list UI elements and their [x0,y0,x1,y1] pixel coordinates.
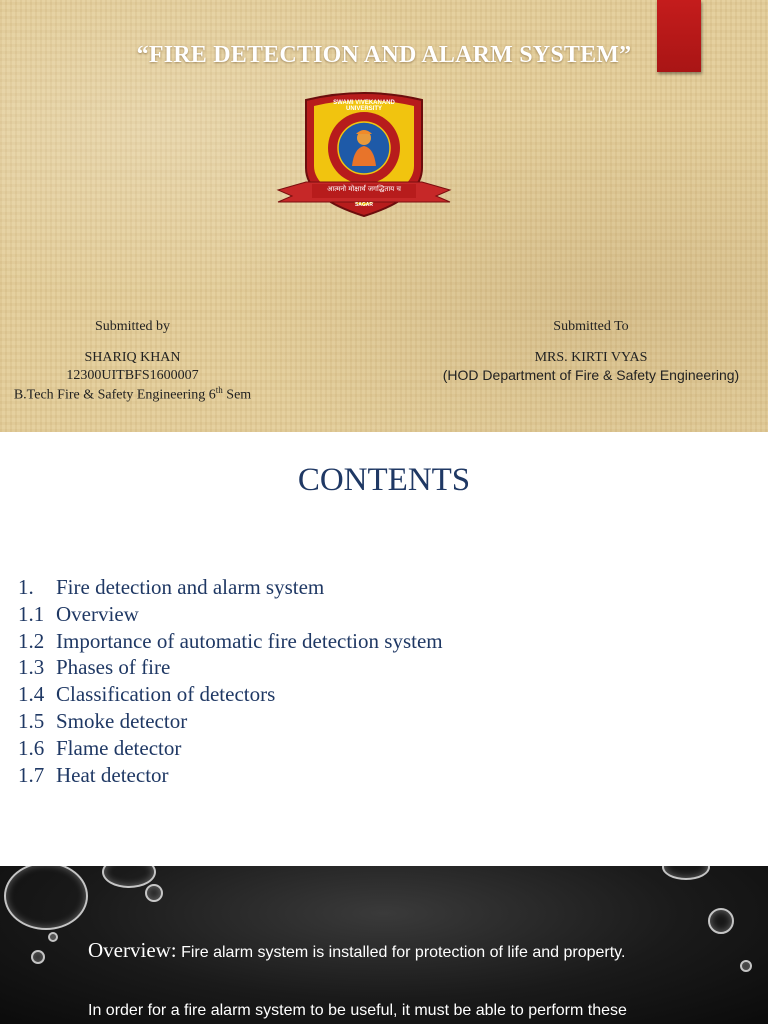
logo-text-layer [276,90,452,218]
toc-text: Phases of fire [56,655,171,680]
submitted-to-label: Submitted To [553,319,629,334]
student-name: SHARIQ KHAN [84,350,181,365]
student-course [0,385,265,404]
toc-item [18,735,443,762]
overview-paragraph: In order for a fire alarm system to be useful, it must be able to perform these [88,1002,627,1019]
toc-item [18,681,443,708]
toc-text: Fire detection and alarm system [56,575,325,599]
overview-slide [0,866,768,1024]
toc-text: Smoke detector [56,708,188,733]
toc-text: Classification of detectors [56,682,276,707]
submitted-by-label: Submitted by [94,319,171,334]
overview-heading: Overview: [88,938,177,962]
logo-city-text: SAGAR [354,202,374,208]
contents-slide [0,432,768,866]
toc-item [18,628,443,655]
bubble-decoration [4,866,88,930]
toc-number: 1. [18,575,34,599]
logo-arc-text: SWAMI VIVEKANAND UNIVERSITY [333,100,395,112]
overview-line [88,938,625,963]
logo-banner-text: आत्मनो मोक्षार्थं जगद्धिताय च [327,185,401,193]
table-of-contents [18,574,443,788]
guide-name: MRS. KIRTI VYAS [534,350,648,365]
student-roll: 12300UITBFS1600007 [66,368,199,383]
toc-number: 1.5 [18,708,45,733]
toc-item [18,654,443,681]
slide-title: “FIRE DETECTION AND ALARM SYSTEM” [136,42,632,68]
course-sup: th [215,385,223,395]
bubble-decoration [31,950,45,964]
toc-number: 1.7 [18,762,45,787]
toc-item [18,762,443,789]
toc-text: Flame detector [56,735,182,760]
bubble-decoration [662,866,710,880]
bubble-decoration [708,908,734,934]
toc-item [18,708,443,735]
title-slide [0,0,768,432]
toc-text: Heat detector [56,762,169,787]
toc-number: 1.6 [18,735,45,760]
toc-number: 1.4 [18,682,45,707]
course-text: B.Tech Fire & Safety Engineering 6 [13,387,216,403]
toc-number: 1.3 [18,655,45,680]
overview-text: Fire alarm system is installed for protection of life and property. [176,944,626,961]
bubble-decoration [740,960,752,972]
toc-text: Importance of automatic fire detection system [56,628,443,653]
contents-heading: CONTENTS [297,462,471,498]
toc-number: 1.2 [18,628,45,653]
guide-designation: (HOD Department of Fire & Safety Engineering) [442,367,740,383]
toc-item [18,601,443,628]
course-suffix: Sem [222,387,252,403]
toc-number: 1.1 [18,601,45,626]
bubble-decoration [145,884,163,902]
bubble-decoration [48,932,58,942]
toc-item [18,574,443,601]
toc-text: Overview [56,601,139,626]
